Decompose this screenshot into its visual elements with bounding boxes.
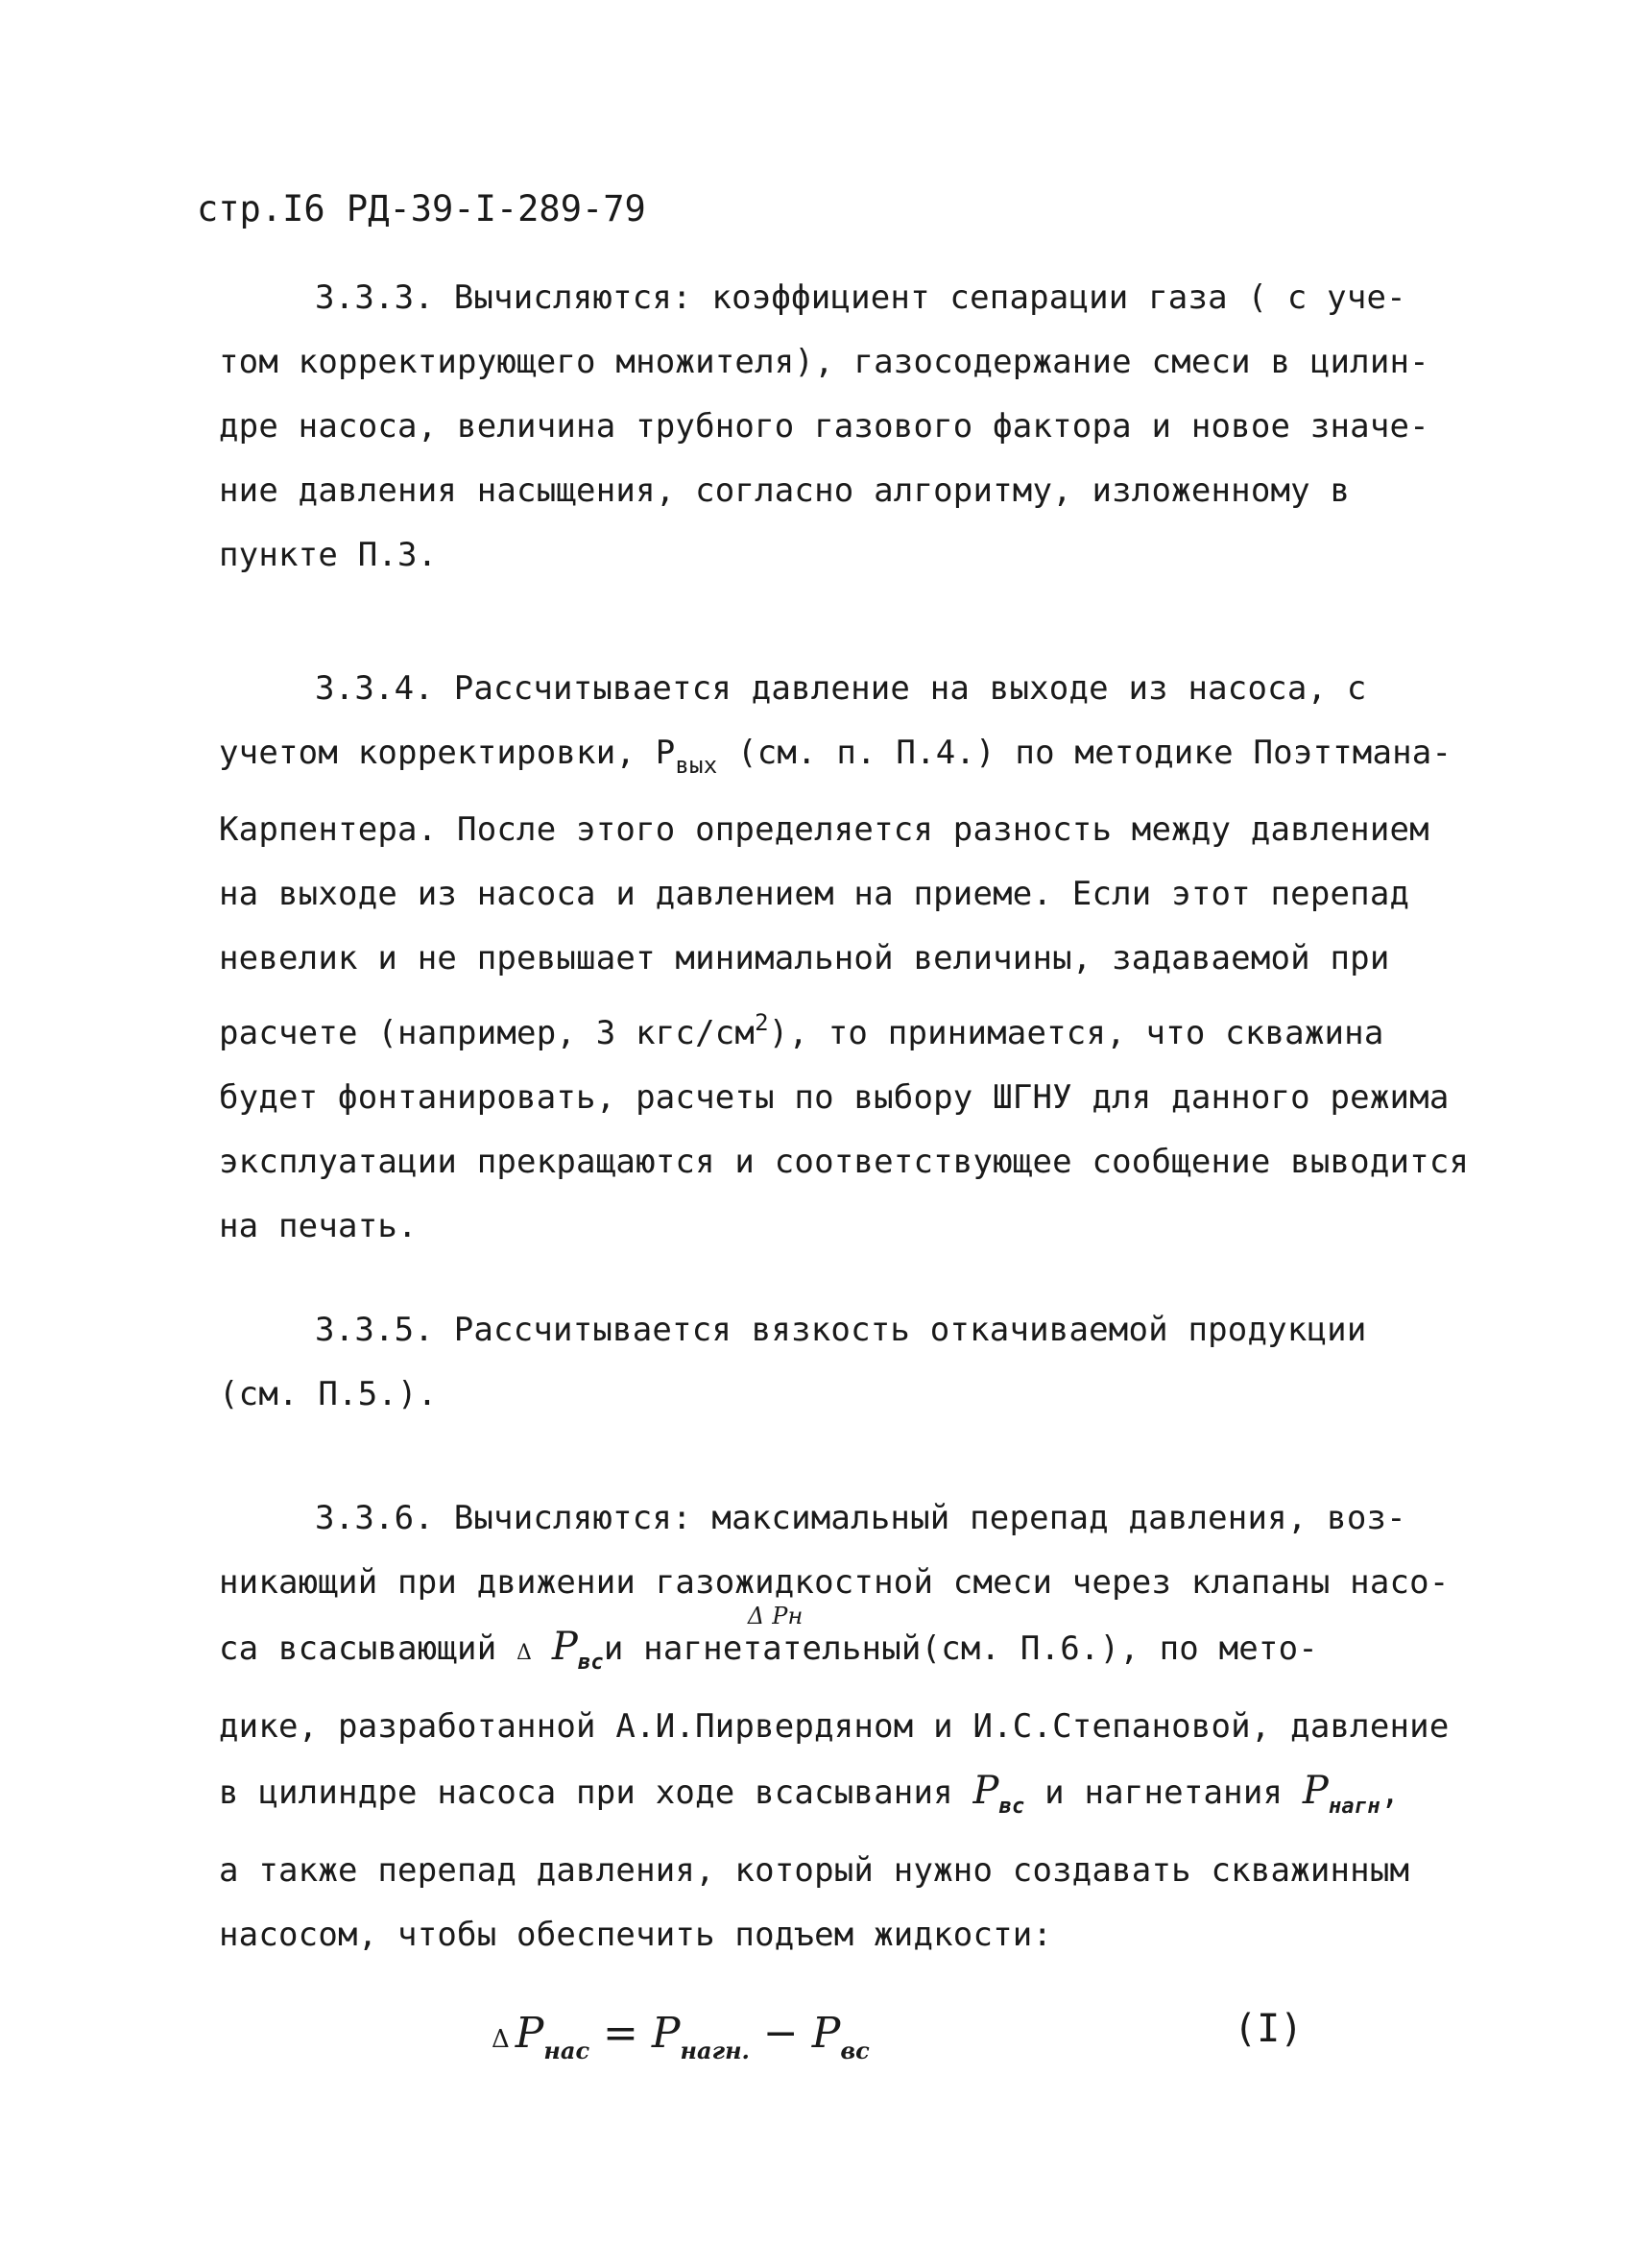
text-line: эксплуатации прекращаются и соответствующее сообщение выводится (219, 1143, 1470, 1181)
superscript: 2 (755, 1009, 769, 1036)
formula-term-2: P (811, 2009, 841, 2058)
delta-symbol: Δ (492, 2025, 510, 2054)
math-symbol: P (551, 1625, 578, 1669)
text-line: 3.3.4. Рассчитывается давление на выходе из насоса, с (315, 669, 1367, 708)
paragraph-3-3-4 (219, 657, 1470, 1259)
text-fragment: учетом корректировки, P (219, 734, 676, 772)
overset-text: Δ Pн (747, 1603, 804, 1629)
text-line (219, 1759, 1457, 1839)
page-header: стр.I6 РД-39-I-289-79 (197, 188, 646, 229)
formula-term-1-subscript: нагн. (680, 2037, 750, 2064)
subscript: вых (675, 752, 718, 779)
text-line: дре насоса, величина трубного газового фактора и новое значе- (219, 407, 1429, 446)
text-fragment: и нагнетания (1024, 1773, 1303, 1812)
paragraph-3-3-3 (219, 266, 1457, 588)
text-line: насосом, чтобы обеспечить подъем жидкости: (219, 1916, 1053, 1954)
formula-lhs: P (515, 2009, 544, 2058)
formula-term-1: P (651, 2009, 681, 2058)
formula-term-2-subscript: вс (840, 2037, 870, 2064)
text-fragment: расчете (например, 3 кгс/см (219, 1014, 756, 1052)
text-fragment: са всасывающий (219, 1629, 517, 1668)
text-line (219, 1603, 1457, 1695)
text-line: 3.3.5. Рассчитывается вязкость откачиваемой продукции (315, 1311, 1367, 1349)
formula-equals: = (589, 2009, 652, 2058)
text-line: 3.3.3. Вычисляются: коэффициент сепарации газа ( с уче- (315, 278, 1406, 317)
text-fragment: в цилиндре насоса при ходе всасывания (219, 1773, 973, 1812)
math-symbol: P (972, 1769, 999, 1813)
formula-lhs-subscript: нас (543, 2037, 590, 2064)
text-line: дике, разработанной А.И.Пирвердяном и И.С.Степановой, давление (219, 1707, 1450, 1746)
text-fragment: , (1380, 1773, 1401, 1812)
text-line: ние давления насыщения, согласно алгоритму, изложенному в (219, 471, 1351, 510)
text-line: Карпентера. После этого определяется разность между давлением (219, 810, 1429, 849)
math-symbol: P (1302, 1769, 1329, 1813)
text-line: а также перепад давления, который нужно создавать скважинным (219, 1851, 1410, 1890)
text-line: на печать. (219, 1207, 418, 1245)
text-line: том корректирующего множителя), газосодержание смеси в цилин- (219, 343, 1429, 381)
text-fragment: ), то принимается, что скважина (768, 1014, 1384, 1052)
formula (492, 2009, 870, 2064)
text-fragment: (см. П.6.), по мето- (921, 1629, 1318, 1668)
formula-minus: − (749, 2009, 812, 2058)
text-line: 3.3.6. Вычисляются: максимальный перепад давления, воз- (315, 1499, 1406, 1537)
delta-symbol: Δ (516, 1641, 533, 1665)
text-line: никающий при движении газожидкостной смеси через клапаны насо- (219, 1563, 1450, 1602)
text-line (219, 991, 1457, 1066)
text-fragment: и нагнетательный (603, 1629, 922, 1668)
text-fragment: (см. п. П.4.) по методике Поэттмана- (717, 734, 1452, 772)
subscript: нагн (1328, 1795, 1380, 1819)
text-line: пункте П.3. (219, 536, 438, 574)
formula-number: (I) (1234, 2007, 1304, 2051)
text-line: (см. П.5.). (219, 1375, 438, 1413)
text-line (219, 721, 1457, 798)
subscript: вс (998, 1795, 1025, 1819)
text-line: невелик и не превышает минимальной величины, задаваемой при (219, 939, 1390, 977)
subscript: вс (577, 1651, 604, 1675)
overset-label (603, 1603, 922, 1681)
paragraph-3-3-5 (219, 1298, 1457, 1427)
paragraph-3-3-6 (219, 1486, 1457, 1967)
text-line: на выходе из насоса и давлением на приеме. Если этот перепад (219, 875, 1410, 913)
text-line: будет фонтанировать, расчеты по выбору ШГНУ для данного режима (219, 1078, 1450, 1117)
